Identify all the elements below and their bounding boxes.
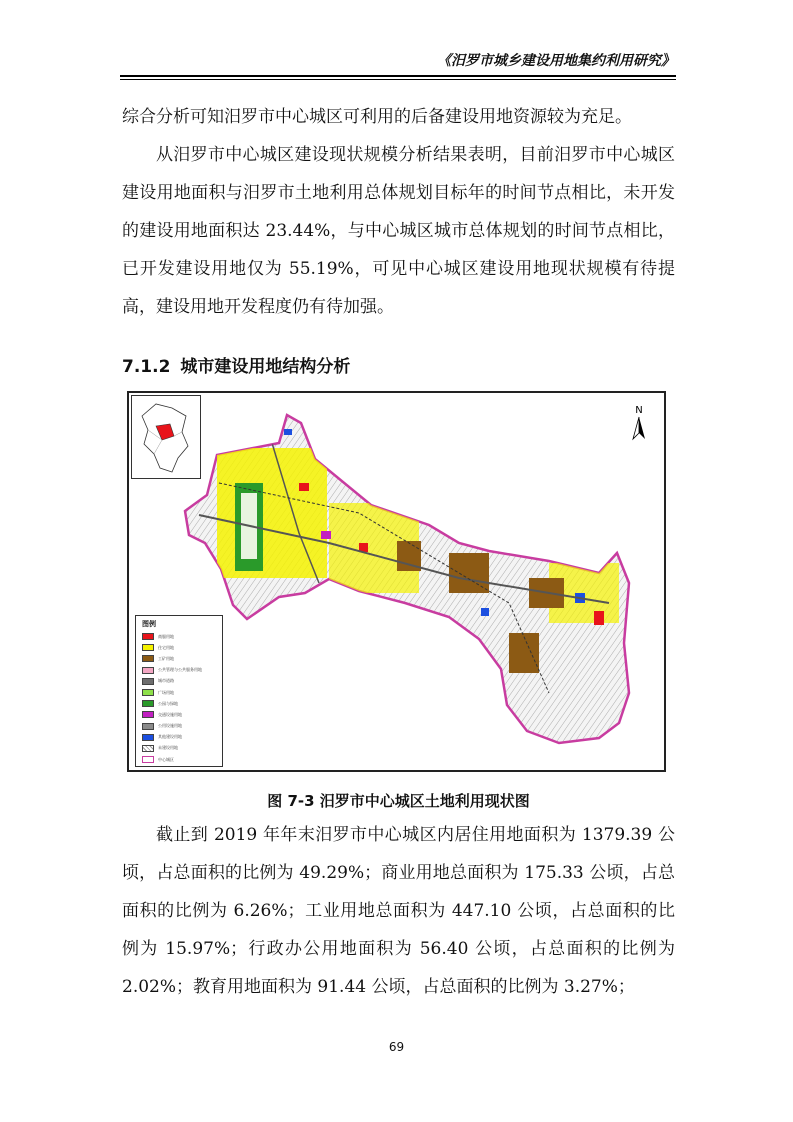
page-number: 69 xyxy=(388,1040,405,1054)
land-use-map xyxy=(127,391,666,772)
paragraph-1: 综合分析可知汨罗市中心城区可利用的后备建设用地资源较为充足。 xyxy=(122,107,632,127)
commercial-block-1 xyxy=(299,483,309,491)
legend-item: 交通设施用地 xyxy=(142,709,222,720)
legend-swatch xyxy=(142,756,154,763)
legend-swatch xyxy=(142,633,154,640)
legend-item: 商服用地 xyxy=(142,631,222,642)
transport-block xyxy=(321,531,331,539)
utility-block-3 xyxy=(481,608,489,616)
legend-item: 中心城区 xyxy=(142,754,222,765)
legend-swatch xyxy=(142,745,154,752)
legend-swatch xyxy=(142,723,154,730)
legend-item: 其他建设用地 xyxy=(142,732,222,743)
legend-title: 图例 xyxy=(142,620,156,628)
legend-item: 工矿用地 xyxy=(142,653,222,664)
section-heading xyxy=(122,352,360,377)
industrial-area-3 xyxy=(509,633,539,673)
legend-swatch xyxy=(142,689,154,696)
legend-item: 公用设施用地 xyxy=(142,721,222,732)
header-rule-thin xyxy=(120,79,676,80)
commercial-block-3 xyxy=(594,611,604,625)
section-number: 7.1.2 xyxy=(122,357,171,377)
legend-item: 城市道路 xyxy=(142,676,222,687)
header-rule-thick xyxy=(120,75,676,77)
paragraph-2: 从汨罗市中心城区建设现状规模分析结果表明，目前汨罗市中心城区建设用地面积与汨罗市土地利用总体规划目标年的时间节点相比，未开发的建设用地面积达 23.44%，与中心城区城市总体规划的时间节点相比，已开发建设用地仅为 55.19%，可见中心城区建设用地现状规模有待提高，建设用地开发程度仍有待加强。 xyxy=(122,145,675,317)
legend-item: 公共管理与公共服务用地 xyxy=(142,665,222,676)
legend-item: 住宅用地 xyxy=(142,642,222,653)
legend-swatch xyxy=(142,655,154,662)
map-legend xyxy=(135,615,223,767)
legend-swatch xyxy=(142,678,154,685)
utility-block-2 xyxy=(284,429,292,435)
legend-item: 广场用地 xyxy=(142,687,222,698)
legend-swatch xyxy=(142,667,154,674)
legend-item: 未建设用地 xyxy=(142,743,222,754)
legend-swatch xyxy=(142,700,154,707)
figure-caption: 图 7-3 汨罗市中心城区土地利用现状图 xyxy=(267,792,530,810)
section-title: 城市建设用地结构分析 xyxy=(180,357,351,377)
page-header: 《汨罗市城乡建设用地集约利用研究》 xyxy=(437,53,675,69)
legend-swatch xyxy=(142,734,154,741)
paragraph-3: 截止到 2019 年年末汨罗市中心城区内居住用地面积为 1379.39 公顷，占总面积的比例为 49.29%；商业用地总面积为 175.33 公顷，占总面积的比例为 6.26%；工业用地总面积为 447.10 公顷，占总面积的比例为 15.97%；行政办公用地面积为 56.40 公顷，占总面积的比例为 2.02%；教育用地面积为 91.44 公顷，占总面积的比例为 3.27%； xyxy=(122,825,675,997)
location-inset xyxy=(131,395,201,479)
legend-swatch xyxy=(142,644,154,651)
legend-item: 公园与绿地 xyxy=(142,698,222,709)
svg-text:N: N xyxy=(635,405,643,416)
north-arrow xyxy=(633,405,645,439)
legend-swatch xyxy=(142,711,154,718)
residential-area-north xyxy=(217,448,327,578)
